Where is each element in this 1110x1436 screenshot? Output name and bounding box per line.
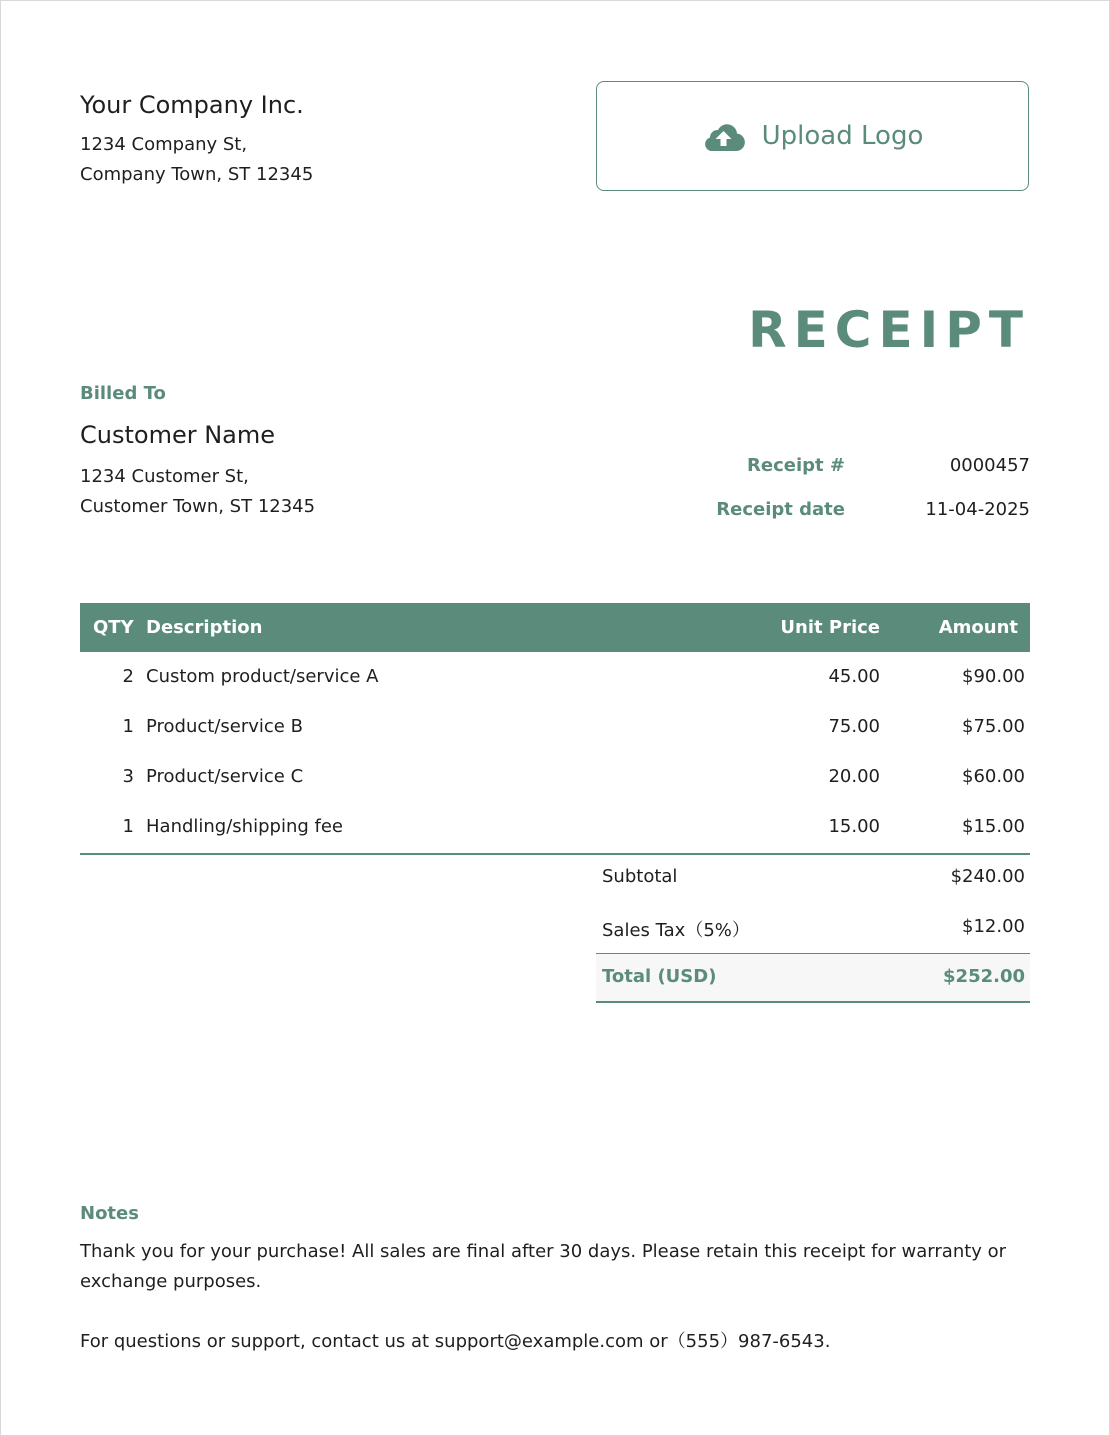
table-row <box>80 703 1030 753</box>
tax-value: $12.00 <box>962 916 1025 937</box>
document-title: RECEIPT <box>748 301 1030 359</box>
header-unit-price: Unit Price <box>780 617 880 638</box>
header-description: Description <box>146 617 263 638</box>
items-table-header <box>80 603 1030 652</box>
upload-logo-label: Upload Logo <box>761 121 924 151</box>
customer-address-line1: 1234 Customer St, <box>80 466 249 487</box>
notes-text: Thank you for your purchase! All sales are final after 30 days. Please retain this receipt for warranty or exchange purposes. <box>80 1241 1007 1292</box>
subtotal-value: $240.00 <box>950 866 1025 887</box>
row-qty: 2 <box>122 666 134 687</box>
receipt-date-label: Receipt date <box>716 499 845 520</box>
row-qty: 1 <box>122 716 134 737</box>
row-description: Custom product/service A <box>146 666 379 687</box>
billed-to-label: Billed To <box>80 383 166 404</box>
total-row <box>596 954 1030 1001</box>
header-amount: Amount <box>938 617 1018 638</box>
subtotal-label: Subtotal <box>602 866 678 887</box>
subtotal-row <box>596 853 1030 903</box>
row-unit-price: 15.00 <box>828 816 880 837</box>
total-label: Total (USD) <box>602 966 717 987</box>
receipt-number: 0000457 <box>949 455 1030 476</box>
row-amount: $15.00 <box>962 816 1025 837</box>
cloud-upload-icon <box>702 121 746 151</box>
company-name: Your Company Inc. <box>80 91 304 119</box>
receipt-date: 11-04-2025 <box>925 499 1030 520</box>
row-qty: 3 <box>122 766 134 787</box>
notes-contact: For questions or support, contact us at support@example.com or（555）987-6543. <box>80 1331 831 1352</box>
row-amount: $90.00 <box>962 666 1025 687</box>
row-unit-price: 20.00 <box>828 766 880 787</box>
table-row <box>80 803 1030 853</box>
company-address-line1: 1234 Company St, <box>80 134 248 155</box>
customer-address-line2: Customer Town, ST 12345 <box>80 496 316 517</box>
total-divider-bottom <box>596 1001 1030 1003</box>
upload-logo-button[interactable] <box>596 81 1029 191</box>
company-address-line2: Company Town, ST 12345 <box>80 164 314 185</box>
row-amount: $75.00 <box>962 716 1025 737</box>
table-row <box>80 653 1030 703</box>
header-qty: QTY <box>93 617 134 638</box>
row-unit-price: 75.00 <box>828 716 880 737</box>
row-amount: $60.00 <box>962 766 1025 787</box>
total-value: $252.00 <box>943 966 1025 987</box>
row-unit-price: 45.00 <box>828 666 880 687</box>
receipt-number-label: Receipt # <box>747 455 845 476</box>
tax-row <box>596 903 1030 953</box>
customer-name: Customer Name <box>80 421 276 449</box>
row-description: Product/service B <box>146 716 303 737</box>
tax-label: Sales Tax（5%） <box>602 920 750 941</box>
table-row <box>80 753 1030 803</box>
row-description: Product/service C <box>146 766 304 787</box>
notes-label: Notes <box>80 1203 139 1224</box>
row-qty: 1 <box>122 816 134 837</box>
row-description: Handling/shipping fee <box>146 816 343 837</box>
